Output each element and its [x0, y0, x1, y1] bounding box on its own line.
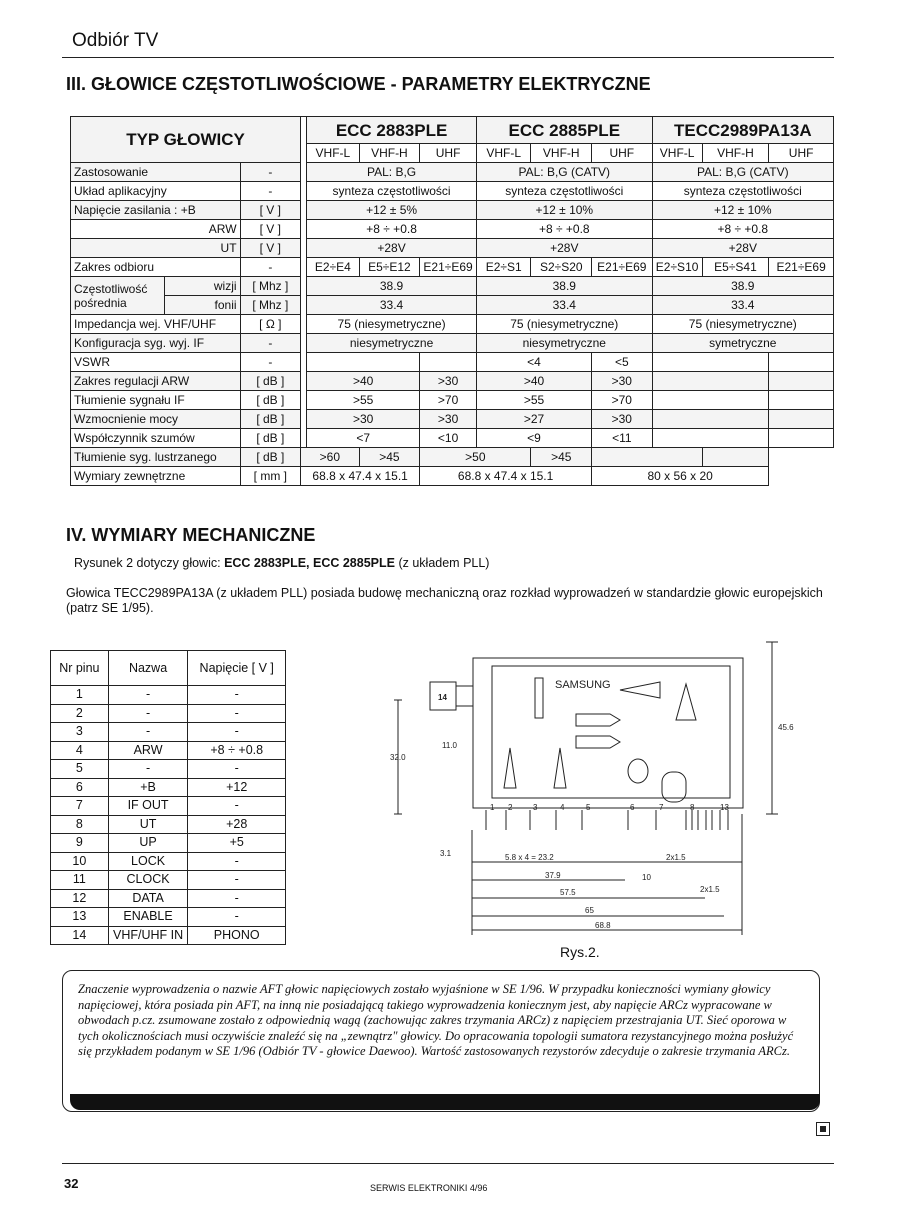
pin-header: Nr pinu — [51, 651, 109, 686]
value-cell: synteza częstotliwości — [652, 182, 833, 201]
value-cell: 68.8 x 47.4 x 15.1 — [301, 467, 420, 486]
paragraph-2: Głowica TECC2989PA13A (z układem PLL) posiada budowę mechaniczną oraz rozkład wyprowadzeń w standardzie głowic europejskich (patrz SE 1/95). — [66, 586, 823, 615]
pin-name: - — [108, 723, 188, 742]
value-cell: >70 — [592, 391, 653, 410]
value-cell: PAL: B,G — [307, 163, 477, 182]
row-label: Impedancja wej. VHF/UHF — [71, 315, 241, 334]
dim-label: 5.8 x 4 = 23.2 — [505, 853, 554, 862]
dim-label: 10 — [642, 873, 651, 882]
page-number: 32 — [64, 1176, 79, 1191]
para1-post: (z układem PLL) — [394, 556, 490, 570]
row-unit: - — [240, 163, 301, 182]
parameters-table — [70, 116, 834, 486]
value-cell — [769, 353, 834, 372]
row-unit: [ dB ] — [240, 372, 301, 391]
pin-name: VHF/UHF IN — [108, 926, 188, 945]
value-cell: 38.9 — [307, 277, 477, 296]
value-cell: synteza częstotliwości — [307, 182, 477, 201]
typ-header: TYP GŁOWICY — [71, 117, 301, 163]
value-cell: >60 — [301, 448, 360, 467]
pin-number: 7 — [659, 803, 664, 812]
pin-name: DATA — [108, 889, 188, 908]
table-row — [51, 741, 286, 760]
value-cell: <9 — [476, 429, 591, 448]
value-cell: +12 ± 10% — [652, 201, 833, 220]
row-unit: [ Mhz ] — [240, 277, 301, 296]
row-label: Napięcie zasilania : +B — [71, 201, 241, 220]
value-cell: >50 — [420, 448, 531, 467]
pin-voltage: - — [188, 889, 286, 908]
sub-label: wizji — [164, 277, 240, 296]
value-cell: E21÷E69 — [769, 258, 834, 277]
paragraph-1 — [74, 556, 834, 571]
table-row — [51, 686, 286, 705]
value-cell: 75 (niesymetryczne) — [652, 315, 833, 334]
band-cell: VHF-L — [307, 144, 359, 163]
value-cell — [769, 410, 834, 429]
value-cell — [307, 353, 420, 372]
value-cell: <10 — [420, 429, 477, 448]
dim-label: 57.5 — [560, 888, 576, 897]
pin-name: - — [108, 704, 188, 723]
row-label: Zakres odbioru — [71, 258, 241, 277]
value-cell: <4 — [476, 353, 591, 372]
pin-name: LOCK — [108, 852, 188, 871]
value-cell — [592, 448, 703, 467]
pin-voltage: - — [188, 908, 286, 927]
pin-name: UP — [108, 834, 188, 853]
table-row — [51, 797, 286, 816]
table-row — [51, 723, 286, 742]
table-row — [51, 778, 286, 797]
dim-label: 3.1 — [440, 849, 452, 858]
value-cell: >55 — [476, 391, 591, 410]
pin-name: CLOCK — [108, 871, 188, 890]
pin-number: 2 — [508, 803, 513, 812]
row-label: ARW — [71, 220, 241, 239]
value-cell: +12 ± 5% — [307, 201, 477, 220]
value-cell: 38.9 — [476, 277, 652, 296]
note-box-shadow — [70, 1094, 820, 1110]
dim-label: 45.6 — [778, 723, 794, 732]
footer-rule — [62, 1163, 834, 1164]
row-unit: [ V ] — [240, 201, 301, 220]
row-unit: [ V ] — [240, 239, 301, 258]
pin-voltage: +8 ÷ +0.8 — [188, 741, 286, 760]
pin-table — [50, 650, 286, 945]
pin-nr: 8 — [51, 815, 109, 834]
row-label: VSWR — [71, 353, 241, 372]
value-cell: S2÷S20 — [531, 258, 592, 277]
row-label: Współczynnik szumów — [71, 429, 241, 448]
section3-title: III. GŁOWICE CZĘSTOTLIWOŚCIOWE - PARAMETRY ELEKTRYCZNE — [66, 74, 651, 94]
row-label: UT — [71, 239, 241, 258]
dim-label: 37.9 — [545, 871, 561, 880]
value-cell: >70 — [420, 391, 477, 410]
value-cell: >30 — [307, 410, 420, 429]
value-cell: >30 — [592, 372, 653, 391]
pin-voltage: - — [188, 871, 286, 890]
row-unit: [ V ] — [240, 220, 301, 239]
value-cell: E5÷E12 — [359, 258, 420, 277]
header-rule — [62, 57, 834, 58]
pin-voltage: +5 — [188, 834, 286, 853]
value-cell: E2÷E4 — [307, 258, 359, 277]
pin-voltage: - — [188, 797, 286, 816]
value-cell — [652, 391, 769, 410]
table-row — [51, 834, 286, 853]
row-label: Tłumienie sygnału IF — [71, 391, 241, 410]
value-cell: <7 — [307, 429, 420, 448]
pin-header: Napięcie [ V ] — [188, 651, 286, 686]
table-row — [51, 704, 286, 723]
value-cell: symetryczne — [652, 334, 833, 353]
row-label: Konfiguracja syg. wyj. IF — [71, 334, 241, 353]
value-cell: synteza częstotliwości — [476, 182, 652, 201]
row-label: Zastosowanie — [71, 163, 241, 182]
pin-nr: 3 — [51, 723, 109, 742]
pin-nr: 2 — [51, 704, 109, 723]
value-cell: PAL: B,G (CATV) — [476, 163, 652, 182]
value-cell: 33.4 — [476, 296, 652, 315]
value-cell: >45 — [531, 448, 592, 467]
pin-number: 5 — [586, 803, 591, 812]
table-row — [51, 852, 286, 871]
value-cell: E2÷S10 — [652, 258, 702, 277]
value-cell: <5 — [592, 353, 653, 372]
para1-models: ECC 2883PLE, ECC 2885PLE — [224, 556, 395, 570]
band-cell: UHF — [769, 144, 834, 163]
row-unit: [ mm ] — [240, 467, 301, 486]
row-unit: - — [240, 258, 301, 277]
dim-label: 68.8 — [595, 921, 611, 930]
pin-name: - — [108, 760, 188, 779]
value-cell: +28V — [652, 239, 833, 258]
value-cell: >45 — [359, 448, 420, 467]
band-cell: VHF-H — [359, 144, 420, 163]
dim-label: 11.0 — [442, 741, 457, 750]
pin-number: 8 — [690, 803, 695, 812]
value-cell: >55 — [307, 391, 420, 410]
band-cell: VHF-L — [652, 144, 702, 163]
row-unit: [ Mhz ] — [240, 296, 301, 315]
value-cell — [652, 353, 769, 372]
sub-label: fonii — [164, 296, 240, 315]
pin-voltage: - — [188, 723, 286, 742]
pin-number: 13 — [720, 803, 729, 812]
pin-number: 6 — [630, 803, 635, 812]
table-row — [51, 908, 286, 927]
value-cell: >30 — [592, 410, 653, 429]
value-cell: niesymetryczne — [307, 334, 477, 353]
pin-nr: 6 — [51, 778, 109, 797]
value-cell: E21÷E69 — [592, 258, 653, 277]
value-cell: E5÷S41 — [702, 258, 769, 277]
publication-footer: SERWIS ELEKTRONIKI 4/96 — [370, 1183, 488, 1193]
row-label: Zakres regulacji ARW — [71, 372, 241, 391]
pin-nr: 1 — [51, 686, 109, 705]
value-cell: >27 — [476, 410, 591, 429]
pin-nr: 13 — [51, 908, 109, 927]
band-cell: VHF-L — [476, 144, 531, 163]
value-cell: 80 x 56 x 20 — [592, 467, 769, 486]
value-cell — [702, 448, 769, 467]
table-row — [51, 760, 286, 779]
pin-name: ARW — [108, 741, 188, 760]
pin-header: Nazwa — [108, 651, 188, 686]
value-cell: <11 — [592, 429, 653, 448]
pin-nr: 4 — [51, 741, 109, 760]
pin-nr: 9 — [51, 834, 109, 853]
table-row — [51, 889, 286, 908]
section4-title: IV. WYMIARY MECHANICZNE — [66, 525, 316, 545]
pin-nr: 10 — [51, 852, 109, 871]
note-text: Znaczenie wyprowadzenia o nazwie AFT głowic napięciowych zostało wyjaśnione w SE 1/96. W przypadku konieczności wymiany głowicy napięciowej, która posiada pin AFT, na inną nie posiadającą takiego wyprowadzenia koniecznym jest, aby napięcie ARCz wypracowane w obwodach p.cz. zsumowane zostało z odpowiednią wagą (zachowując zakres trzymania ARCz) z napięciem przestrajania UT. Sieć oporowa w tych okolicznościach musi oczywiście znaleźć się na „zewnątrz" głowicy. Do opracowania topologii sumatora rezystancyjnego można posłużyć się przykładem podanym w SE 1/96 (Odbiór TV - głowice Daewoo). Wartość zastosowanych rezystorów zdecyduje o zakresie trzymania ARCz. — [78, 982, 794, 1058]
band-cell: VHF-H — [531, 144, 592, 163]
value-cell — [652, 429, 769, 448]
row-label: Wymiary zewnętrzne — [71, 467, 241, 486]
band-cell: UHF — [420, 144, 477, 163]
value-cell: +12 ± 10% — [476, 201, 652, 220]
pin-voltage: - — [188, 760, 286, 779]
value-cell: >40 — [476, 372, 591, 391]
value-cell: E21÷E69 — [420, 258, 477, 277]
value-cell: +8 ÷ +0.8 — [652, 220, 833, 239]
row-label: Częstotliwość pośrednia — [71, 277, 165, 315]
pins-drawing — [486, 810, 728, 830]
dim-label: 14 — [438, 693, 447, 702]
value-cell: E2÷S1 — [476, 258, 531, 277]
value-cell — [769, 372, 834, 391]
pin-nr: 7 — [51, 797, 109, 816]
pin-number: 3 — [533, 803, 538, 812]
pin-name: IF OUT — [108, 797, 188, 816]
value-cell: >30 — [420, 410, 477, 429]
pin-name: +B — [108, 778, 188, 797]
value-cell: 38.9 — [652, 277, 833, 296]
pin-name: ENABLE — [108, 908, 188, 927]
row-label: Układ aplikacyjny — [71, 182, 241, 201]
pin-voltage: - — [188, 704, 286, 723]
pin-name: - — [108, 686, 188, 705]
value-cell: +8 ÷ +0.8 — [307, 220, 477, 239]
row-unit: [ dB ] — [240, 448, 301, 467]
value-cell: niesymetryczne — [476, 334, 652, 353]
brand-label: SAMSUNG — [555, 679, 611, 691]
value-cell — [652, 372, 769, 391]
dim-label: 2x1.5 — [666, 853, 686, 862]
row-unit: [ dB ] — [240, 391, 301, 410]
model-1: ECC 2883PLE — [307, 117, 477, 144]
pin-voltage: +12 — [188, 778, 286, 797]
pin-nr: 11 — [51, 871, 109, 890]
table-row — [51, 926, 286, 945]
row-unit: [ dB ] — [240, 429, 301, 448]
value-cell: PAL: B,G (CATV) — [652, 163, 833, 182]
row-unit: [ Ω ] — [240, 315, 301, 334]
pin-nr: 14 — [51, 926, 109, 945]
value-cell: 75 (niesymetryczne) — [476, 315, 652, 334]
pin-nr: 5 — [51, 760, 109, 779]
value-cell: 68.8 x 47.4 x 15.1 — [420, 467, 592, 486]
row-label: Wzmocnienie mocy — [71, 410, 241, 429]
pin-number: 4 — [560, 803, 565, 812]
value-cell: 33.4 — [307, 296, 477, 315]
para1-pre: Rysunek 2 dotyczy głowic: — [74, 556, 225, 570]
pin-name: UT — [108, 815, 188, 834]
model-3: TECC2989PA13A — [652, 117, 833, 144]
value-cell: +28V — [476, 239, 652, 258]
band-cell: UHF — [592, 144, 653, 163]
pin-voltage: - — [188, 686, 286, 705]
pin-voltage: PHONO — [188, 926, 286, 945]
value-cell: 75 (niesymetryczne) — [307, 315, 477, 334]
dim-label: 65 — [585, 906, 594, 915]
row-unit: [ dB ] — [240, 410, 301, 429]
value-cell: >30 — [420, 372, 477, 391]
table-row — [51, 815, 286, 834]
pin-voltage: - — [188, 852, 286, 871]
value-cell — [652, 410, 769, 429]
figure-caption: Rys.2. — [560, 944, 600, 960]
band-cell: VHF-H — [702, 144, 769, 163]
pin-nr: 12 — [51, 889, 109, 908]
value-cell: 33.4 — [652, 296, 833, 315]
pin-number: 1 — [490, 803, 495, 812]
row-unit: - — [240, 353, 301, 372]
pin-voltage: +28 — [188, 815, 286, 834]
row-unit: - — [240, 334, 301, 353]
table-row — [51, 871, 286, 890]
value-cell — [420, 353, 477, 372]
dim-label: 2x1.5 — [700, 885, 720, 894]
model-2: ECC 2885PLE — [476, 117, 652, 144]
value-cell: >40 — [307, 372, 420, 391]
value-cell — [769, 429, 834, 448]
tuner-inner-outline — [492, 666, 730, 798]
tuner-mechanical-drawing — [380, 630, 800, 940]
row-unit: - — [240, 182, 301, 201]
value-cell: +28V — [307, 239, 477, 258]
end-mark-icon — [816, 1122, 830, 1136]
dim-label: 32.0 — [390, 753, 406, 762]
row-label: Tłumienie syg. lustrzanego — [71, 448, 241, 467]
value-cell: +8 ÷ +0.8 — [476, 220, 652, 239]
value-cell — [769, 391, 834, 410]
section-label: Odbiór TV — [72, 30, 159, 51]
